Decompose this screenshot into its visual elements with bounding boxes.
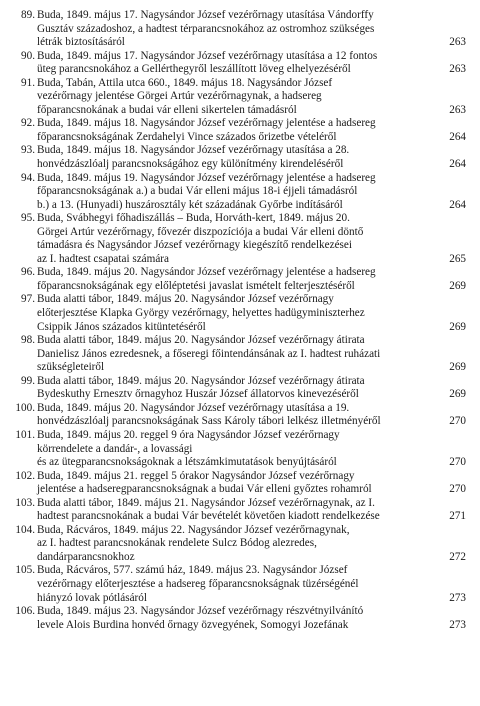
entry-title-line: dandárparancsnokhoz — [37, 550, 135, 563]
page-number: 272 — [449, 550, 466, 563]
entry-title-line: Buda, 1849. május 17. Nagysándor József vezérőrnagy utasítása a 12 fontos — [37, 49, 378, 62]
page-number: 269 — [449, 388, 466, 401]
entry-number: 94. — [21, 171, 35, 184]
entry-title-line: honvédzászlóalj parancsnokságának Sass Károly tábori lelkész illetményéről — [37, 415, 381, 428]
page-number: 263 — [449, 63, 466, 76]
toc-entry — [0, 605, 480, 632]
page-number: 270 — [449, 415, 466, 428]
entry-title — [37, 212, 440, 266]
entry-title-line: jelentése a hadseregparancsnokságnak a budai Vár elleni győztes rohamról — [37, 483, 372, 496]
entry-title — [37, 50, 440, 77]
entry-title-line: Buda alatti tábor, 1849. május 20. Nagysándor József vezérőrnagy átirata — [37, 374, 365, 387]
entry-title-line: Buda, 1849. május 20. Nagysándor József vezérőrnagy utasítása a 19. — [37, 401, 350, 414]
entry-title — [37, 470, 440, 497]
entry-number: 90. — [21, 49, 35, 62]
entry-number: 101. — [15, 428, 35, 441]
entry-title — [37, 77, 440, 118]
toc-entry — [0, 402, 480, 429]
entry-title — [37, 564, 440, 605]
page-number: 271 — [449, 510, 466, 523]
toc-entry — [0, 144, 480, 171]
page-number: 270 — [449, 483, 466, 496]
entry-number: 100. — [15, 401, 35, 414]
entry-title — [37, 266, 440, 293]
entry-title-line: Buda, Rácváros, 577. számú ház, 1849. május 23. Nagysándor József — [37, 564, 348, 577]
page-number: 264 — [449, 130, 466, 143]
entry-title-line: az I. hadtest csapatai számára — [37, 252, 169, 265]
toc-entry — [0, 293, 480, 334]
entry-title — [37, 605, 440, 632]
toc-entry — [0, 77, 480, 118]
entry-number: 93. — [21, 144, 35, 157]
entry-title-line: b.) a 13. (Hunyadi) huszárosztály két századának Győrbe indításáról — [37, 198, 343, 211]
toc-entry — [0, 50, 480, 77]
page-number: 269 — [449, 279, 466, 292]
entry-title — [37, 497, 440, 524]
toc-entry — [0, 497, 480, 524]
toc-entry — [0, 470, 480, 497]
toc-entry — [0, 266, 480, 293]
page-number: 263 — [449, 36, 466, 49]
entry-title-line: Buda alatti tábor, 1849. május 21. Nagysándor József vezérőrnagynak, az I. — [37, 496, 375, 509]
entry-number: 89. — [21, 9, 35, 21]
entry-title-line: Buda, 1849. május 18. Nagysándor József vezérőrnagy utasítása a 28. — [37, 144, 350, 157]
entry-title-line: Buda alatti tábor, 1849. május 20. Nagysándor József vezérőrnagy átirata — [37, 334, 365, 347]
entry-title — [37, 9, 440, 50]
entry-title-line: Buda, 1849. május 23. Nagysándor József vezérőrnagy részvétnyilvánító — [37, 605, 364, 618]
entry-title-line: szükségleteiről — [37, 361, 105, 374]
entry-title-line: Buda, Rácváros, 1849. május 22. Nagysándor József vezérőrnagynak, — [37, 523, 350, 536]
entry-number: 103. — [15, 496, 35, 509]
page-number: 263 — [449, 103, 466, 116]
entry-number: 97. — [21, 293, 35, 306]
entry-title — [37, 144, 440, 171]
toc-entry — [0, 564, 480, 605]
entry-title-line: honvédzászlóalj parancsnokságához egy különítmény kirendeléséről — [37, 158, 344, 171]
document-list — [0, 9, 480, 632]
entry-title-line: és az ütegparancsnokságoknak a létszámkimutatások benyújtásáról — [37, 456, 337, 469]
entry-title — [37, 524, 440, 565]
entry-number: 102. — [15, 469, 35, 482]
entry-title-line: Bydeskuthy Ernesztv őrnagyhoz Huszár József állatorvos kinevezéséről — [37, 388, 359, 401]
entry-title — [37, 375, 440, 402]
page-number: 269 — [449, 320, 466, 333]
entry-title-line: Buda, Tabán, Attila utca 660., 1849. május 18. Nagysándor József — [37, 76, 333, 89]
entry-number: 104. — [15, 523, 35, 536]
entry-title-line: főparancsnokságának egy előléptetési javaslat ismételt felterjesztéséről — [37, 279, 355, 292]
toc-entry — [0, 117, 480, 144]
entry-title-line: előterjesztése Klapka György vezérőrnagy, helyettes hadügyminiszterhez — [37, 307, 365, 320]
entry-number: 91. — [21, 76, 35, 89]
entry-title-line: Buda, 1849. május 17. Nagysándor József vezérőrnagy utasítása Vándorffy — [37, 9, 374, 21]
entry-title-line: vezérőrnagy jelentése Görgei Artúr vezérőrnagynak, a hadsereg — [37, 90, 322, 103]
entry-title-line: Buda, Svábhegyi főhadiszállás – Buda, Horváth-kert, 1849. május 20. — [37, 212, 350, 225]
entry-title-line: üteg parancsnokához a Gellérthegyről leszállított löveg elhelyezéséről — [37, 63, 351, 76]
entry-title — [37, 172, 440, 213]
entry-title — [37, 402, 440, 429]
entry-number: 95. — [21, 212, 35, 225]
page-number: 273 — [449, 591, 466, 604]
entry-title-line: Buda, 1849. május 18. Nagysándor József vezérőrnagy jelentése a hadsereg — [37, 117, 376, 130]
entry-number: 92. — [21, 117, 35, 130]
entry-title-line: hiányzó lovak pótlásáról — [37, 591, 147, 604]
entry-title — [37, 293, 440, 334]
entry-title-line: vezérőrnagy előterjesztése a hadsereg főparancsnokságnak tüzérségénél — [37, 577, 359, 590]
entry-title-line: létrák biztosításáról — [37, 36, 125, 49]
entry-title-line: Buda alatti tábor, 1849. május 20. Nagysándor József vezérőrnagy — [37, 293, 334, 306]
page-number: 270 — [449, 456, 466, 469]
entry-title — [37, 429, 440, 470]
entry-title-line: Buda, 1849. május 20. reggel 9 óra Nagysándor József vezérőrnagy — [37, 428, 340, 441]
page-number: 264 — [449, 158, 466, 171]
toc-entry — [0, 334, 480, 375]
entry-title-line: Gusztáv századoshoz, a hadtest térparancsnokához az ostromhoz szükséges — [37, 22, 375, 35]
entry-title-line: főparancsnokságának a.) a budai Vár elleni május 18-i éjjeli támadásról — [37, 185, 358, 198]
entry-title-line: Görgei Artúr vezérőrnagy, fővezér diszpozíciója a budai Vár elleni döntő — [37, 225, 364, 238]
entry-number: 98. — [21, 334, 35, 347]
entry-number: 105. — [15, 564, 35, 577]
entry-title-line: Danielisz János ezredesnek, a főseregi főintendánsának az I. hadtest ruházati — [37, 347, 381, 360]
toc-entry — [0, 172, 480, 213]
entry-title-line: Buda, 1849. május 21. reggel 5 órakor Nagysándor József vezérőrnagy — [37, 469, 355, 482]
page-number: 265 — [449, 252, 466, 265]
toc-entry — [0, 9, 480, 50]
entry-title-line: főparancsnokának a budai vár elleni sikertelen támadásról — [37, 103, 297, 116]
entry-number: 106. — [15, 605, 35, 618]
toc-entry — [0, 375, 480, 402]
entry-number: 96. — [21, 266, 35, 279]
entry-title-line: Csippik János százados kitüntetéséről — [37, 320, 206, 333]
toc-entry — [0, 524, 480, 565]
entry-title-line: az I. hadtest parancsnokának rendelete Sulcz Bódog alezredes, — [37, 537, 317, 550]
page-number: 269 — [449, 361, 466, 374]
entry-title-line: levele Alois Burdina honvéd őrnagy özvegyének, Somogyi Jozefának — [37, 618, 349, 631]
entry-title — [37, 117, 440, 144]
entry-title-line: Buda, 1849. május 19. Nagysándor József vezérőrnagy jelentése a hadsereg — [37, 171, 376, 184]
entry-title-line: főparancsnokságának Zerdahelyi Vince százados őrizetbe vételéről — [37, 130, 337, 143]
entry-title-line: Buda, 1849. május 20. Nagysándor József vezérőrnagy jelentése a hadsereg — [37, 266, 376, 279]
entry-title-line: támadásra és Nagysándor József vezérőrnagy kiegészítő rendelkezései — [37, 239, 352, 252]
entry-title-line: hadtest parancsnokának a budai Vár bevételét követően kiadott rendelkezése — [37, 510, 380, 523]
page-number: 273 — [449, 618, 466, 631]
toc-entry — [0, 212, 480, 266]
entry-title — [37, 334, 440, 375]
entry-title-line: körrendelete a dandár-, a lovassági — [37, 442, 193, 455]
entry-number: 99. — [21, 374, 35, 387]
page-number: 264 — [449, 198, 466, 211]
toc-entry — [0, 429, 480, 470]
